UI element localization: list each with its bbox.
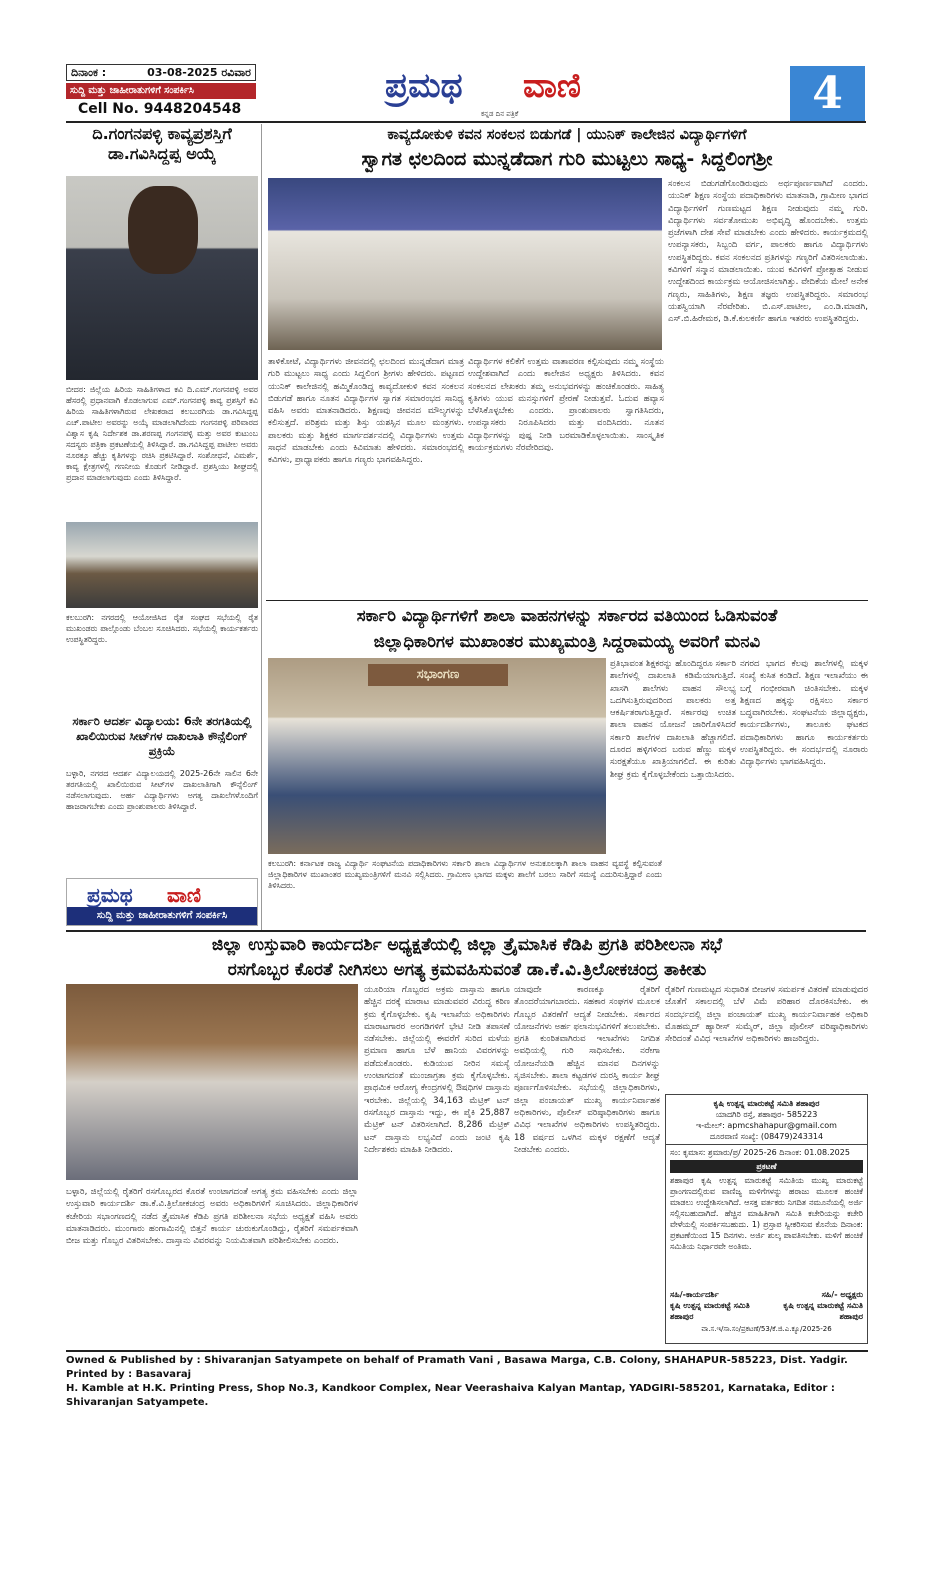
notice-text: ಶಹಾಪುರ ಕೃಷಿ ಉತ್ಪನ್ನ ಮಾರುಕಟ್ಟೆ ಸಮಿತಿಯ ಮುಖ್ಯ ಮಾರುಕಟ್ಟೆ ಪ್ರಾಂಗಣದಲ್ಲಿರುವ ವಾಣಿಜ್ಯ ಮಳಿಗೆಗಳನ್ನು ಹರಾಜು ಮೂಲಕ ಹಂಚಿಕೆ ಮಾಡಲು ಉದ್ದೇಶಿಸಲಾಗಿದೆ. ಆಸಕ್ತ ವರ್ತಕರು ನಿಗದಿತ ನಮೂನೆಯಲ್ಲಿ ಅರ್ಜಿ ಸಲ್ಲಿಸಬಹುದಾಗಿದೆ. ಹೆಚ್ಚಿನ ಮಾಹಿತಿಗಾಗಿ ಸಮಿತಿ ಕಚೇರಿಯನ್ನು ಕಚೇರಿ ವೇಳೆಯಲ್ಲಿ ಸಂಪರ್ಕಿಸಬಹುದು. 1) ಪ್ರಸ್ತಾಪ ಸ್ವೀಕರಿಸುವ ಕೊನೆಯ ದಿನಾಂಕ: ಪ್ರಕಟಣೆಯಿಂದ 15 ದಿನಗಳು. ಅರ್ಜಿ ಶುಲ್ಕ ಪಾವತಿಸಬೇಕು. ಮಳಿಗೆ ಹಂಚಿಕೆ ಸಮಿತಿಯ ನಿರ್ಧಾರವೇ ಅಂತಿಮ. [670,1176,863,1251]
contact-banner: ಸುದ್ದಿ ಮತ್ತು ಜಾಹೀರಾತುಗಳಿಗೆ ಸಂಪರ್ಕಿಸಿ [66,83,256,99]
school-body: ಬಳ್ಳಾರಿ, ನಗರದ ಆದರ್ಶ ವಿದ್ಯಾಲಯದಲ್ಲಿ 2025-26ನೇ ಸಾಲಿನ 6ನೇ ತರಗತಿಯಲ್ಲಿ ಖಾಲಿಯಿರುವ ಸೀಟ್‌ಗಳ ದಾಖಲಾತಿಗಾಗಿ ಕೌನ್ಸೆಲಿಂಗ್ ನಡೆಸಲಾಗುವುದು. ಅರ್ಹ ವಿದ್ಯಾರ್ಥಿಗಳು ಅಗತ್ಯ ದಾಖಲೆಗಳೊಂದಿಗೆ ಹಾಜರಾಗಬೇಕು ಎಂದು ಪ್ರಾಂಶುಪಾಲರು ತಿಳಿಸಿದ್ದಾರೆ. [66,769,258,811]
story3-headline-line2: ರಸಗೊಬ್ಬರ ಕೊರತೆ ನೀಗಿಸಲು ಅಗತ್ಯ ಕ್ರಮವಹಿಸುವಂತೆ ಡಾ.ಕೆ.ವಿ.ತ್ರಿಲೋಕಚಂದ್ರ ತಾಕೀತು [227,960,707,980]
kdp-meeting-photo [66,984,358,1180]
notice-title: ಪ್ರಕಟಣೆ [670,1160,863,1173]
book-release-photo [268,178,662,350]
sign-left-title: ಸಹಿ/-ಕಾರ್ಯದರ್ಶಿ [670,1290,719,1299]
footer-line2: H. Kamble at H.K. Printing Press, Shop No.3, Kandkoor Complex, Near Veerashaiva Kalyan Mantap, YADGIRI-585201, Karnataka, Editor : Shivaranjan Satyampete. [66,1383,835,1408]
date-box [66,64,256,81]
story1-kicker: ಕಾವ್ಯದೋಕುಳಿ ಕವನ ಸಂಕಲನ ಬಿಡುಗಡೆ | ಯುನಿಕ್ ಕಾಲೇಜಿನ ವಿದ್ಯಾರ್ಥಿಗಳಿಗೆ [387,127,747,143]
left-story-body: ಬೀದರ: ಜಿಲ್ಲೆಯ ಹಿರಿಯ ಸಾಹಿತಿಗಳಾದ ಕವಿ ದಿ.ಎಮ್.ಗಂಗನಪಳ್ಳಿ ಅವರ ಹೆಸರಲ್ಲಿ ಪ್ರಧಾನವಾಗಿ ಕೊಡಲಾಗುವ ಎಮ್.ಗಂಗನಪಳ್ಳಿ ಕಾವ್ಯ ಪ್ರಶಸ್ತಿಗೆ ಕವಿ ಹಿರಿಯ ಸಾಹಿತಿಗಳಾಗಿರುವ ಲೇಖಕರಾದ ಕಲಬುರಗಿಯ ಡಾ.ಗವಿಸಿದ್ದಪ್ಪ ಎಚ್.ಪಾಟೀಲ ಅವರನ್ನು ಅಯ್ಕೆ ಮಾಡಲಾಗಿದೆಂದು ಗಂಗನಪಳ್ಳಿ ಪರಿವಾರದ ವಿಶ್ವಾಸ ಕೃಷಿ ನಿರ್ದೇಶಕ ಡಾ.ಶರಣಪ್ಪ ಗಂಗನಪಳ್ಳಿ ಮತ್ತು ಅವರ ಕುಟುಂಬ ಸದಸ್ಯರು ಪತ್ರಿಕಾ ಪ್ರಕಟಣೆಯಲ್ಲಿ ತಿಳಿಸಿದ್ದಾರೆ. ಡಾ.ಗವಿಸಿದ್ದಪ್ಪ ಪಾಟೀಲ ಅವರು ನೂರಕ್ಕೂ ಹೆಚ್ಚು ಕೃತಿಗಳನ್ನು ರಚಿಸಿ ಪ್ರಕಟಿಸಿದ್ದಾರೆ. ಸಂಶೋಧನೆ, ವಿಮರ್ಶೆ, ಕಾವ್ಯ ಕ್ಷೇತ್ರಗಳಲ್ಲಿ ಗಣನೀಯ ಕೊಡುಗೆ ನೀಡಿದ್ದಾರೆ. ಪ್ರಶಸ್ತಿಯು ಶೀಘ್ರದಲ್ಲಿ ಪ್ರದಾನ ಮಾಡಲಾಗುವುದು ಎಂದು ತಿಳಿಸಿದ್ದಾರೆ. [66,385,258,482]
memorandum-photo [268,658,606,854]
mini-logo [66,878,258,926]
logo-tagline: ಕನ್ನಡ ದಿನ ಪತ್ರಿಕೆ [481,110,519,118]
publisher-footer [66,1350,868,1408]
story1-col3: ಸಂಕಲನ ಬಿಡುಗಡೆಗೊಂಡಿರುವುದು ಅರ್ಥಪೂರ್ಣವಾಗಿದೆ ಎಂದರು. ಯುನಿಕ್ ಶಿಕ್ಷಣ ಸಂಸ್ಥೆಯ ಪದಾಧಿಕಾರಿಗಳು ಮಾತನಾಡಿ, ಗ್ರಾಮೀಣ ಭಾಗದ ವಿದ್ಯಾರ್ಥಿಗಳಿಗೆ ಗುಣಮಟ್ಟದ ಶಿಕ್ಷಣ ನೀಡುವುದು ನಮ್ಮ ಗುರಿ. ವಿದ್ಯಾರ್ಥಿಗಳು ಸರ್ವತೋಮುಖ ಅಭಿವೃದ್ಧಿ ಹೊಂದಬೇಕು. ಉತ್ತಮ ಪ್ರಜೆಗಳಾಗಿ ದೇಶ ಸೇವೆ ಮಾಡಬೇಕು ಎಂದು ಹೇಳಿದರು. ಕಾರ್ಯಕ್ರಮದಲ್ಲಿ ಉಪನ್ಯಾಸಕರು, ಸಿಬ್ಬಂದಿ ವರ್ಗ, ಪಾಲಕರು ಹಾಗೂ ವಿದ್ಯಾರ್ಥಿಗಳು ಉಪಸ್ಥಿತರಿದ್ದರು. ಕವನ ಸಂಕಲನದ ಪ್ರತಿಗಳನ್ನು ಗಣ್ಯರಿಗೆ ವಿತರಿಸಲಾಯಿತು. ಕವಿಗಳಿಗೆ ಸನ್ಮಾನ ಮಾಡಲಾಯಿತು. ಯುವ ಕವಿಗಳಿಗೆ ಪ್ರೋತ್ಸಾಹ ನೀಡುವ ಉದ್ದೇಶದಿಂದ ಕಾರ್ಯಕ್ರಮ ಆಯೋಜಿಸಲಾಗಿತ್ತು. ವೇದಿಕೆಯ ಮೇಲೆ ಅನೇಕ ಗಣ್ಯರು, ಸಾಹಿತಿಗಳು, ಶಿಕ್ಷಣ ತಜ್ಞರು ಉಪಸ್ಥಿತರಿದ್ದರು. ಸಮಾರಂಭ ಯಶಸ್ವಿಯಾಗಿ ನೆರವೇರಿತು. ಬಿ.ಎಸ್.ಪಾಟೀಲ, ಎಂ.ಡಿ.ಮಾಡಗಿ, ಎಸ್.ಬಿ.ಹಿರೇಮಠ, ಡಿ.ಕೆ.ಕುಲಕರ್ಣಿ ಹಾಗೂ ಇತರರು ಉಪಸ್ಥಿತರಿದ್ದರು. [668,179,868,325]
hall-sign: ಸಭಾಂಗಣ [368,664,508,686]
story3-headline-line1: ಜಿಲ್ಲಾ ಉಸ್ತುವಾರಿ ಕಾರ್ಯದರ್ಶಿ ಅಧ್ಯಕ್ಷತೆಯಲ್ಲಿ ಜಿಲ್ಲಾ ತ್ರೈಮಾಸಿಕ ಕೆಡಿಪಿ ಪ್ರಗತಿ ಪರಿಶೀಲನಾ ಸಭೆ [211,935,723,955]
notice-signatures [670,1289,863,1322]
notice-footnote: ವಾ.ಸ.ಇ/ಸಾ.ಸಂ/ಪ್ರಕಟಣೆ/53/ಕೆ.ಜಿ.ಎ.ಕ್ಯೂ/2025-26 [701,1325,832,1333]
page-number: 4 [790,66,865,121]
masthead-rule [66,121,866,123]
sign-right-org: ಕೃಷಿ ಉತ್ಪನ್ನ ಮಾರುಕಟ್ಟೆ ಸಮಿತಿ ಶಹಾಪುರ [783,1301,863,1321]
story3-col-mid2: ಯಾವುದೇ ಕಾರಣಕ್ಕೂ ರೈತರಿಗೆ ತೊಂದರೆಯಾಗಬಾರದು. ಸಹಕಾರ ಸಂಘಗಳ ಮೂಲಕ ಗೊಬ್ಬರ ವಿತರಣೆಗೆ ಆದ್ಯತೆ ನೀಡಬೇಕು. ಸರ್ಕಾರದ ಯೋಜನೆಗಳು ಅರ್ಹ ಫಲಾನುಭವಿಗಳಿಗೆ ತಲುಪಬೇಕು. ಪ್ರಗತಿ ಕುಂಠಿತವಾಗಿರುವ ಇಲಾಖೆಗಳು ನಿಗದಿತ ಅವಧಿಯಲ್ಲಿ ಗುರಿ ಸಾಧಿಸಬೇಕು. ನರೇಗಾ ಯೋಜನೆಯಡಿ ಹೆಚ್ಚಿನ ಮಾನವ ದಿನಗಳನ್ನು ಸೃಜಿಸಬೇಕು. ಶಾಲಾ ಕಟ್ಟಡಗಳ ದುರಸ್ತಿ ಕಾರ್ಯ ಶೀಘ್ರ ಪೂರ್ಣಗೊಳಿಸಬೇಕು. ಸಭೆಯಲ್ಲಿ ಜಿಲ್ಲಾಧಿಕಾರಿಗಳು, ಜಿಲ್ಲಾ ಪಂಚಾಯತ್ ಮುಖ್ಯ ಕಾರ್ಯನಿರ್ವಾಹಕ ಅಧಿಕಾರಿಗಳು, ಪೊಲೀಸ್ ವರಿಷ್ಠಾಧಿಕಾರಿಗಳು ಹಾಗೂ ವಿವಿಧ ಇಲಾಖೆಗಳ ಅಧಿಕಾರಿಗಳು ಉಪಸ್ಥಿತರಿದ್ದರು. 18 ವರ್ಷದ ಒಳಗಿನ ಮಕ್ಕಳ ರಕ್ಷಣೆಗೆ ಆದ್ಯತೆ ನೀಡಬೇಕು ಎಂದರು. [514,985,660,1155]
portrait-photo [66,176,258,380]
logo-left-text: ಪ್ರಮಥ [385,66,463,106]
notice-sign-left [670,1289,763,1322]
mini-logo-left: ಪ್ರಮಥ [87,883,133,907]
sign-left-org: ಕೃಷಿ ಉತ್ಪನ್ನ ಮಾರುಕಟ್ಟೆ ಸಮಿತಿ ಶಹಾಪುರ [670,1301,750,1321]
school-headline: ಸರ್ಕಾರಿ ಆದರ್ಶ ವಿದ್ಯಾಲಯ: 6ನೇ ತರಗತಿಯಲ್ಲಿ ಖಾಲಿಯಿರುವ ಸೀಟ್‌ಗಳ ದಾಖಲಾತಿ ಕೌನ್ಸೆಲಿಂಗ್ ಪ್ರಕ್ರಿಯೆ [72,714,252,758]
notice-ref: ಸಂ: ಕೃಮಾಸ: ಶ್ರಮಾರು/ಪ್ರ/ 2025-26 ದಿನಾಂಕ: 01.08.2025 [670,1148,850,1157]
story2-headline-line2: ಜಿಲ್ಲಾಧಿಕಾರಿಗಳ ಮುಖಾಂತರ ಮುಖ್ಯಮಂತ್ರಿ ಸಿದ್ದರಾಮಯ್ಯ ಅವರಿಗೆ ಮನವಿ [373,632,761,651]
logo-right-text: ವಾಣಿ [523,66,581,106]
mini-logo-strip: ಸುದ್ದಿ ಮತ್ತು ಜಾಹೀರಾತುಗಳಿಗೆ ಸಂಪರ್ಕಿಸಿ [67,907,257,925]
farmers-caption: ಕಲಬುರಗಿ: ನಗರದಲ್ಲಿ ಆಯೋಜಿಸಿದ ರೈತ ಸಂಘದ ಸಭೆಯಲ್ಲಿ ರೈತ ಮುಖಂಡರು ಪಾಲ್ಗೊಂಡು ಬೆಂಬಲ ಸೂಚಿಸಿದರು. ಸಭೆಯಲ್ಲಿ ಕಾರ್ಯಕರ್ತರು ಉಪಸ್ಥಿತರಿದ್ದರು. [66,613,258,644]
date-value: 03-08-2025 ರವಿವಾರ [147,66,251,79]
left-headline: ದಿ.ಗಂಗನಪಳ್ಳಿ ಕಾವ್ಯಪ್ರಶಸ್ತಿಗೆ ಡಾ.ಗವಿಸಿದ್ದಪ್ಪ ಅಯ್ಕೆ [92,124,232,163]
newspaper-logo [385,66,635,122]
story1-col1: ತಾಳಿಕೋಟೆ, ವಿದ್ಯಾರ್ಥಿಗಳು ಜೀವನದಲ್ಲಿ ಛಲದಿಂದ ಮುನ್ನಡೆದಾಗ ಮಾತ್ರ ಗುರಿ ಮುಟ್ಟಲು ಸಾಧ್ಯ ಎಂದು ಸಿದ್ದಲಿಂಗ ಶ್ರೀಗಳು ಹೇಳಿದರು. ಪಟ್ಟಣದ ಯುನಿಕ್ ಕಾಲೇಜಿನಲ್ಲಿ ಹಮ್ಮಿಕೊಂಡಿದ್ದ ಕಾವ್ಯದೋಕುಳಿ ಕವನ ಸಂಕಲನ ಬಿಡುಗಡೆ ಹಾಗೂ ನೂತನ ವಿದ್ಯಾರ್ಥಿಗಳ ಸ್ವಾಗತ ಸಮಾರಂಭದ ಸಾನಿಧ್ಯ ವಹಿಸಿ ಅವರು ಮಾತನಾಡಿದರು. ಶಿಕ್ಷಣವು ಜೀವನದ ಮೌಲ್ಯಗಳನ್ನು ಕಲಿಸುತ್ತದೆ. ಪರಿಶ್ರಮ ಮತ್ತು ಶಿಸ್ತು ಯಶಸ್ಸಿನ ಮೂಲ ಮಂತ್ರಗಳು. ಪಾಲಕರು ಮತ್ತು ಶಿಕ್ಷಕರ ಮಾರ್ಗದರ್ಶನದಲ್ಲಿ ವಿದ್ಯಾರ್ಥಿಗಳು ಉತ್ತಮ ಸಾಧನೆ ಮಾಡಬೇಕು ಎಂದು ಕಿವಿಮಾತು ಹೇಳಿದರು. ಸಮಾರಂಭದಲ್ಲಿ ಕವಿಗಳು, ಪ್ರಾಧ್ಯಾಪಕರು ಹಾಗೂ ಗಣ್ಯರು ಭಾಗವಹಿಸಿದ್ದರು. [268,357,464,466]
story3-col-left: ಬಳ್ಳಾರಿ, ಜಿಲ್ಲೆಯಲ್ಲಿ ರೈತರಿಗೆ ರಸಗೊಬ್ಬರದ ಕೊರತೆ ಉಂಟಾಗದಂತೆ ಅಗತ್ಯ ಕ್ರಮ ವಹಿಸಬೇಕು ಎಂದು ಜಿಲ್ಲಾ ಉಸ್ತುವಾರಿ ಕಾರ್ಯದರ್ಶಿ ಡಾ.ಕೆ.ವಿ.ತ್ರಿಲೋಕಚಂದ್ರ ಅವರು ಅಧಿಕಾರಿಗಳಿಗೆ ಸೂಚಿಸಿದರು. ಜಿಲ್ಲಾಧಿಕಾರಿಗಳ ಕಚೇರಿಯ ಸಭಾಂಗಣದಲ್ಲಿ ನಡೆದ ತ್ರೈಮಾಸಿಕ ಕೆಡಿಪಿ ಪ್ರಗತಿ ಪರಿಶೀಲನಾ ಸಭೆಯ ಅಧ್ಯಕ್ಷತೆ ವಹಿಸಿ ಅವರು ಮಾತನಾಡಿದರು. ಮುಂಗಾರು ಹಂಗಾಮಿನಲ್ಲಿ ಬಿತ್ತನೆ ಕಾರ್ಯ ಚುರುಕುಗೊಂಡಿದ್ದು, ರೈತರಿಗೆ ಸಮರ್ಪಕವಾಗಿ ಬೀಜ ಮತ್ತು ಗೊಬ್ಬರ ವಿತರಿಸಬೇಕು. ದಾಸ್ತಾನು ವಿವರವನ್ನು ನಿಯಮಿತವಾಗಿ ಪರಿಶೀಲಿಸಬೇಕು ಎಂದರು. [66,1187,358,1247]
story2-col2: ನಗರದ ಭಾಗದ ಕೆಲವು ಶಾಲೆಗಳಲ್ಲಿ ಮಕ್ಕಳ ಸಂಖ್ಯೆ ಕುಸಿತ ಕಂಡಿದೆ. ಶಿಕ್ಷಣ ಇಲಾಖೆಯು ಈ ಬಗ್ಗೆ ಗಂಭೀರವಾಗಿ ಚಿಂತಿಸಬೇಕು. ಮಕ್ಕಳ ಶಿಕ್ಷಣದ ಹಕ್ಕನ್ನು ರಕ್ಷಿಸಲು ಸರ್ಕಾರ ಬದ್ಧವಾಗಿರಬೇಕು. ಸಂಘಟನೆಯ ಜಿಲ್ಲಾಧ್ಯಕ್ಷರು, ಕಾರ್ಯದರ್ಶಿಗಳು, ತಾಲೂಕು ಘಟಕದ ಪದಾಧಿಕಾರಿಗಳು ಹಾಗೂ ಕಾರ್ಯಕರ್ತರು ಉಪಸ್ಥಿತರಿದ್ದರು. ಈ ಸಂದರ್ಭದಲ್ಲಿ ನೂರಾರು ವಿದ್ಯಾರ್ಥಿಗಳು ಭಾಗವಹಿಸಿದ್ದರು. [740,659,868,768]
sign-right-title: ಸಹಿ/- ಅಧ್ಯಕ್ಷರು [821,1290,863,1299]
column-divider [261,124,262,930]
notice-email: ಇ-ಮೇಲ್: apmcshahapur@gmail.com [696,1121,837,1130]
story2-caption: ಕಲಬುರಗಿ: ಕರ್ನಾಟಕ ರಾಜ್ಯ ವಿದ್ಯಾರ್ಥಿ ಸಂಘಟನೆಯ ಪದಾಧಿಕಾರಿಗಳು ಸರ್ಕಾರಿ ಶಾಲಾ ವಿದ್ಯಾರ್ಥಿಗಳ ಅನುಕೂಲಕ್ಕಾಗಿ ಶಾಲಾ ವಾಹನ ವ್ಯವಸ್ಥೆ ಕಲ್ಪಿಸುವಂತೆ ಜಿಲ್ಲಾಧಿಕಾರಿಗಳ ಮುಖಾಂತರ ಮುಖ್ಯಮಂತ್ರಿಗಳಿಗೆ ಮನವಿ ಸಲ್ಲಿಸಿದರು. ಗ್ರಾಮೀಣ ಭಾಗದ ಮಕ್ಕಳು ಶಾಲೆಗೆ ಬರಲು ಸಾರಿಗೆ ಸಮಸ್ಯೆ ಎದುರಿಸುತ್ತಿದ್ದಾರೆ ಎಂದು ತಿಳಿಸಿದರು. [268,859,662,890]
story1-col2: ವಿದ್ಯಾರ್ಥಿಗಳ ಕಲಿಕೆಗೆ ಉತ್ತಮ ವಾತಾವರಣ ಕಲ್ಪಿಸುವುದು ನಮ್ಮ ಸಂಸ್ಥೆಯ ಉದ್ದೇಶವಾಗಿದೆ ಎಂದು ಕಾಲೇಜಿನ ಅಧ್ಯಕ್ಷರು ತಿಳಿಸಿದರು. ಕವನ ಸಂಕಲನದ ಲೇಖಕರು ತಮ್ಮ ಅನುಭವಗಳನ್ನು ಹಂಚಿಕೊಂಡರು. ಸಾಹಿತ್ಯ ಕೃತಿಗಳು ಯುವ ಮನಸ್ಸುಗಳಿಗೆ ಪ್ರೇರಣೆ ನೀಡುತ್ತವೆ. ಓದುವ ಹವ್ಯಾಸ ಬೆಳೆಸಿಕೊಳ್ಳಬೇಕು ಎಂದರು. ಪ್ರಾಂಶುಪಾಲರು ಸ್ವಾಗತಿಸಿದರು, ಉಪನ್ಯಾಸಕರು ನಿರೂಪಿಸಿದರು ಮತ್ತು ವಂದಿಸಿದರು. ನೂತನ ವಿದ್ಯಾರ್ಥಿಗಳನ್ನು ಪುಷ್ಪ ನೀಡಿ ಬರಮಾಡಿಕೊಳ್ಳಲಾಯಿತು. ಸಾಂಸ್ಕೃತಿಕ ಕಾರ್ಯಕ್ರಮಗಳು ನೆರವೇರಿದವು. [468,357,664,454]
footer-line1: Owned & Published by : Shivaranjan Satyampete on behalf of Pramath Vani , Basawa Marga, C.B. Colony, SHAHAPUR-585223, Dist. Yadgir. Printed by : Basavaraj [66,1355,848,1380]
story3-rule [66,930,866,932]
notice-org: ಕೃಷಿ ಉತ್ಪನ್ನ ಮಾರುಕಟ್ಟೆ ಸಮಿತಿ ಶಹಾಪುರ [713,1099,820,1108]
mini-logo-right: ವಾಣಿ [167,883,202,907]
story1-rule [266,600,868,601]
notice-divider [666,1144,867,1145]
cell-number: Cell No. 9448204548 [78,101,242,117]
date-label: ದಿನಾಂಕ : [71,66,107,79]
notice-sign-right [770,1289,863,1322]
apmc-notice [665,1094,868,1344]
notice-address: ಯಾದಗಿರಿ ರಸ್ತೆ, ಶಹಾಪುರ- 585223 [715,1110,818,1119]
story2-headline-line1: ಸರ್ಕಾರಿ ವಿದ್ಯಾರ್ಥಿಗಳಿಗೆ ಶಾಲಾ ವಾಹನಗಳನ್ನು ಸರ್ಕಾರದ ವತಿಯಿಂದ ಓಡಿಸುವಂತೆ [356,606,778,625]
farmers-group-photo [66,522,258,608]
story3-col-right: ರೈತರಿಗೆ ಗುಣಮಟ್ಟದ ಸುಧಾರಿತ ಬೀಜಗಳ ಸಮರ್ಪಕ ವಿತರಣೆ ಮಾಡುವುದರ ಜೊತೆಗೆ ಸಕಾಲದಲ್ಲಿ ಬೆಳೆ ವಿಮೆ ಪರಿಹಾರ ದೊರಕಿಸಬೇಕು. ಈ ಸಂದರ್ಭದಲ್ಲಿ ಜಿಲ್ಲಾ ಪಂಚಾಯತ್ ಮುಖ್ಯ ಕಾರ್ಯನಿರ್ವಾಹಕ ಅಧಿಕಾರಿ ಮೊಹಮ್ಮದ್ ಹ್ಯಾರೀಸ್ ಸುಮೈರ್, ಜಿಲ್ಲಾ ಪೊಲೀಸ್ ವರಿಷ್ಠಾಧಿಕಾರಿಗಳು ಸೇರಿದಂತೆ ವಿವಿಧ ಇಲಾಖೆಗಳ ಅಧಿಕಾರಿಗಳು ಹಾಜರಿದ್ದರು. [665,985,868,1045]
notice-phone: ದೂರವಾಣಿ ಸಂಖ್ಯೆ: (08479)243314 [709,1132,824,1141]
story1-headline: ಸ್ವಾಗತ ಛಲದಿಂದ ಮುನ್ನಡೆದಾಗ ಗುರಿ ಮುಟ್ಟಲು ಸಾಧ್ಯ- ಸಿದ್ದಲಿಂಗಶ್ರೀ [361,148,773,170]
story3-col-mid1: ಯೂರಿಯಾ ಗೊಬ್ಬರದ ಅಕ್ರಮ ದಾಸ್ತಾನು ಹಾಗೂ ಹೆಚ್ಚಿನ ದರಕ್ಕೆ ಮಾರಾಟ ಮಾಡುವವರ ವಿರುದ್ಧ ಕಠಿಣ ಕ್ರಮ ಕೈಗೊಳ್ಳಬೇಕು. ಕೃಷಿ ಇಲಾಖೆಯ ಅಧಿಕಾರಿಗಳು ಮಾರಾಟಗಾರರ ಅಂಗಡಿಗಳಿಗೆ ಭೇಟಿ ನೀಡಿ ತಪಾಸಣೆ ನಡೆಸಬೇಕು. ಜಿಲ್ಲೆಯಲ್ಲಿ ಈವರೆಗೆ ಸುರಿದ ಮಳೆಯ ಪ್ರಮಾಣ ಹಾಗೂ ಬೆಳೆ ಹಾನಿಯ ವಿವರಗಳನ್ನು ಪಡೆದುಕೊಂಡರು. ಕುಡಿಯುವ ನೀರಿನ ಸಮಸ್ಯೆ ಉಂಟಾಗದಂತೆ ಮುಂಜಾಗ್ರತಾ ಕ್ರಮ ಕೈಗೊಳ್ಳಬೇಕು. ಪ್ರಾಥಮಿಕ ಆರೋಗ್ಯ ಕೇಂದ್ರಗಳಲ್ಲಿ ಔಷಧಿಗಳ ದಾಸ್ತಾನು ಇರಬೇಕು. ಜಿಲ್ಲೆಯಲ್ಲಿ 34,163 ಮೆಟ್ರಿಕ್ ಟನ್ ರಸಗೊಬ್ಬರ ದಾಸ್ತಾನು ಇದ್ದು, ಈ ಪೈಕಿ 25,887 ಮೆಟ್ರಿಕ್ ಟನ್ ವಿತರಿಸಲಾಗಿದೆ. 8,286 ಮೆಟ್ರಿಕ್ ಟನ್ ದಾಸ್ತಾನು ಲಭ್ಯವಿದೆ ಎಂದು ಜಂಟಿ ಕೃಷಿ ನಿರ್ದೇಶಕರು ಮಾಹಿತಿ ನೀಡಿದರು. [364,985,510,1155]
portrait-head [128,186,198,274]
story2-col1: ಪ್ರತಿಭಾವಂತ ಶಿಕ್ಷಕರನ್ನು ಹೊಂದಿದ್ದರೂ ಸರ್ಕಾರಿ ಶಾಲೆಗಳಲ್ಲಿ ದಾಖಲಾತಿ ಕಡಿಮೆಯಾಗುತ್ತಿದೆ. ಖಾಸಗಿ ಶಾಲೆಗಳು ವಾಹನ ಸೌಲಭ್ಯ ಒದಗಿಸುತ್ತಿರುವುದರಿಂದ ಪಾಲಕರು ಅತ್ತ ಆಕರ್ಷಿತರಾಗುತ್ತಿದ್ದಾರೆ. ಸರ್ಕಾರವು ಉಚಿತ ಶಾಲಾ ವಾಹನ ಯೋಜನೆ ಜಾರಿಗೊಳಿಸಿದರೆ ಸರ್ಕಾರಿ ಶಾಲೆಗಳ ದಾಖಲಾತಿ ಹೆಚ್ಚಾಗಲಿದೆ. ದೂರದ ಹಳ್ಳಿಗಳಿಂದ ಬರುವ ಹೆಣ್ಣು ಮಕ್ಕಳ ಸುರಕ್ಷತೆಯೂ ಖಾತ್ರಿಯಾಗಲಿದೆ. ಈ ಕುರಿತು ಶೀಘ್ರ ಕ್ರಮ ಕೈಗೊಳ್ಳಬೇಕೆಂದು ಒತ್ತಾಯಿಸಿದರು. [610,659,736,780]
